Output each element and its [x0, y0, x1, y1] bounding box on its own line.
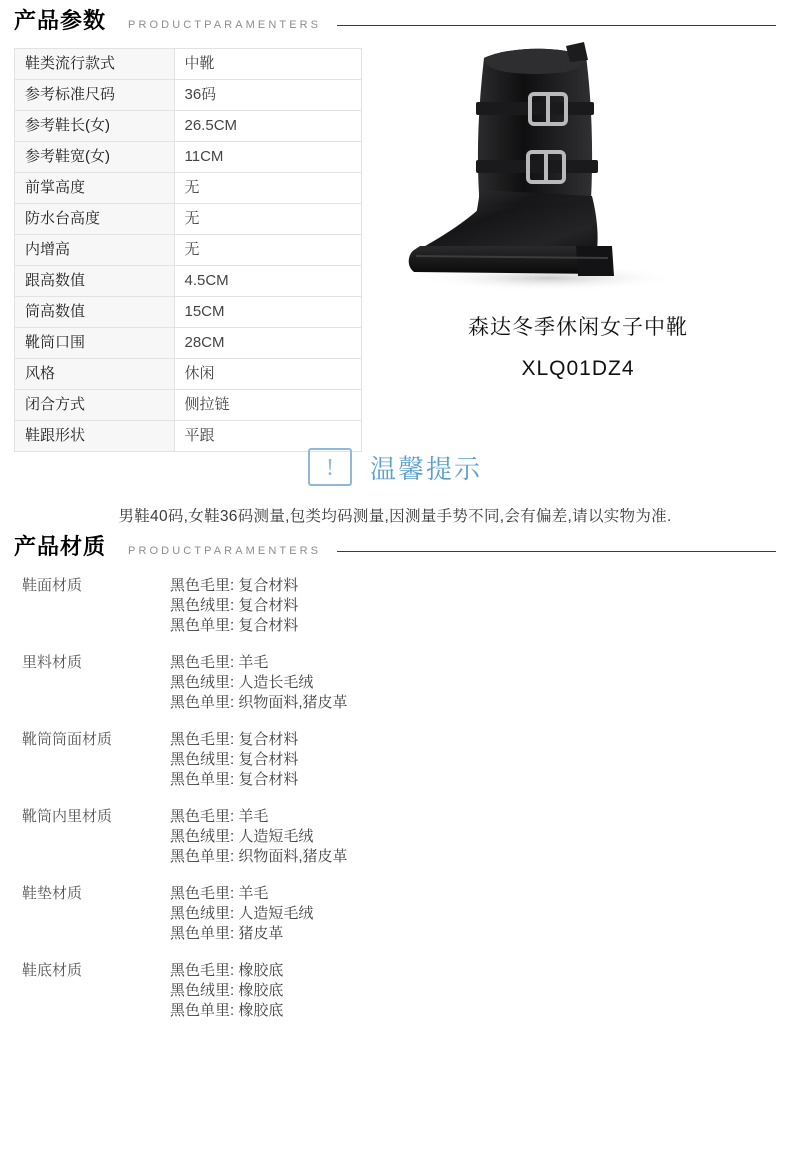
param-value: 中靴 [174, 49, 362, 80]
table-row [15, 359, 362, 390]
param-value: 36码 [174, 80, 362, 111]
material-label: 鞋底材质 [22, 962, 83, 979]
material-value: 黑色单里: 复合材料 [170, 617, 299, 634]
param-key: 筒高数值 [15, 297, 175, 328]
tips-title: 温馨提示 [369, 453, 482, 484]
param-key: 鞋跟形状 [15, 421, 175, 452]
list-item [0, 884, 790, 944]
param-value: 侧拉链 [174, 390, 362, 421]
material-value: 黑色绒里: 橡胶底 [170, 982, 284, 999]
param-value: 11CM [174, 142, 362, 173]
param-value: 26.5CM [174, 111, 362, 142]
param-key: 参考标准尺码 [15, 80, 175, 111]
param-key: 前掌高度 [15, 173, 175, 204]
table-row [15, 328, 362, 359]
material-values [170, 884, 313, 944]
material-label: 靴筒筒面材质 [22, 731, 113, 748]
product-code: XLQ01DZ4 [521, 357, 635, 380]
list-item [0, 653, 790, 713]
param-key: 风格 [15, 359, 175, 390]
param-key: 内增高 [15, 235, 175, 266]
table-row [15, 111, 362, 142]
table-row [15, 173, 362, 204]
material-value: 黑色毛里: 橡胶底 [170, 962, 284, 979]
material-values [170, 807, 348, 867]
param-value: 无 [174, 204, 362, 235]
materials-header-rule [337, 551, 776, 552]
material-label: 靴筒内里材质 [22, 808, 113, 825]
list-item [0, 730, 790, 790]
material-value: 黑色毛里: 复合材料 [170, 577, 299, 594]
materials-list [0, 576, 790, 1038]
material-values [170, 653, 348, 713]
material-values [170, 961, 283, 1021]
param-value: 无 [174, 235, 362, 266]
material-values [170, 730, 298, 790]
param-key: 参考鞋宽(女) [15, 142, 175, 173]
material-label: 鞋面材质 [22, 577, 83, 594]
material-value: 黑色绒里: 复合材料 [170, 597, 299, 614]
param-value: 无 [174, 173, 362, 204]
param-value: 休闲 [174, 359, 362, 390]
params-section-title-zh: 产品参数 [14, 8, 107, 33]
material-label: 里料材质 [22, 654, 83, 671]
material-value: 黑色毛里: 羊毛 [170, 654, 269, 671]
param-key: 鞋类流行款式 [15, 49, 175, 80]
material-value: 黑色绒里: 人造短毛绒 [170, 905, 314, 922]
param-key: 参考鞋长(女) [15, 111, 175, 142]
material-value: 黑色单里: 织物面料,猪皮革 [170, 848, 348, 865]
params-section-title-en: PRODUCTPARAMENTERS [128, 19, 322, 31]
list-item [0, 576, 790, 636]
material-value: 黑色绒里: 人造长毛绒 [170, 674, 314, 691]
params-section-header [0, 8, 790, 34]
list-item [0, 807, 790, 867]
list-item [0, 961, 790, 1021]
table-row [15, 390, 362, 421]
materials-section-header [0, 534, 790, 560]
material-value: 黑色绒里: 人造短毛绒 [170, 828, 314, 845]
material-value: 黑色毛里: 复合材料 [170, 731, 299, 748]
boot-photo [380, 40, 776, 295]
material-value: 黑色毛里: 羊毛 [170, 885, 269, 902]
material-label: 鞋垫材质 [22, 885, 83, 902]
material-values [170, 576, 298, 636]
table-row [15, 80, 362, 111]
param-key: 防水台高度 [15, 204, 175, 235]
table-row [15, 235, 362, 266]
table-row [15, 297, 362, 328]
tips-text: 男鞋40码,女鞋36码测量,包类均码测量,因测量手势不同,会有偏差,请以实物为准. [118, 508, 672, 525]
param-key: 靴筒口围 [15, 328, 175, 359]
exclamation-icon: ! [308, 448, 352, 486]
product-parameters-section [0, 0, 790, 444]
material-value: 黑色单里: 复合材料 [170, 771, 299, 788]
param-value: 15CM [174, 297, 362, 328]
material-value: 黑色绒里: 复合材料 [170, 751, 299, 768]
material-value: 黑色单里: 织物面料,猪皮革 [170, 694, 348, 711]
param-key: 跟高数值 [15, 266, 175, 297]
table-row [15, 49, 362, 80]
tips-header [308, 448, 482, 486]
product-parameters-table [14, 48, 362, 452]
params-header-rule [337, 25, 776, 26]
tips-section [0, 448, 790, 526]
param-key: 闭合方式 [15, 390, 175, 421]
table-row [15, 142, 362, 173]
param-value: 4.5CM [174, 266, 362, 297]
materials-section-title-en: PRODUCTPARAMENTERS [128, 545, 322, 557]
product-visual [380, 40, 776, 381]
boot-image-svg [380, 40, 776, 295]
table-row [15, 204, 362, 235]
param-value: 28CM [174, 328, 362, 359]
param-value: 平跟 [174, 421, 362, 452]
material-value: 黑色单里: 猪皮革 [170, 925, 284, 942]
material-value: 黑色毛里: 羊毛 [170, 808, 269, 825]
table-row [15, 421, 362, 452]
materials-section-title-zh: 产品材质 [14, 534, 107, 559]
table-row [15, 266, 362, 297]
product-title: 森达冬季休闲女子中靴 [468, 316, 688, 339]
material-value: 黑色单里: 橡胶底 [170, 1002, 284, 1019]
